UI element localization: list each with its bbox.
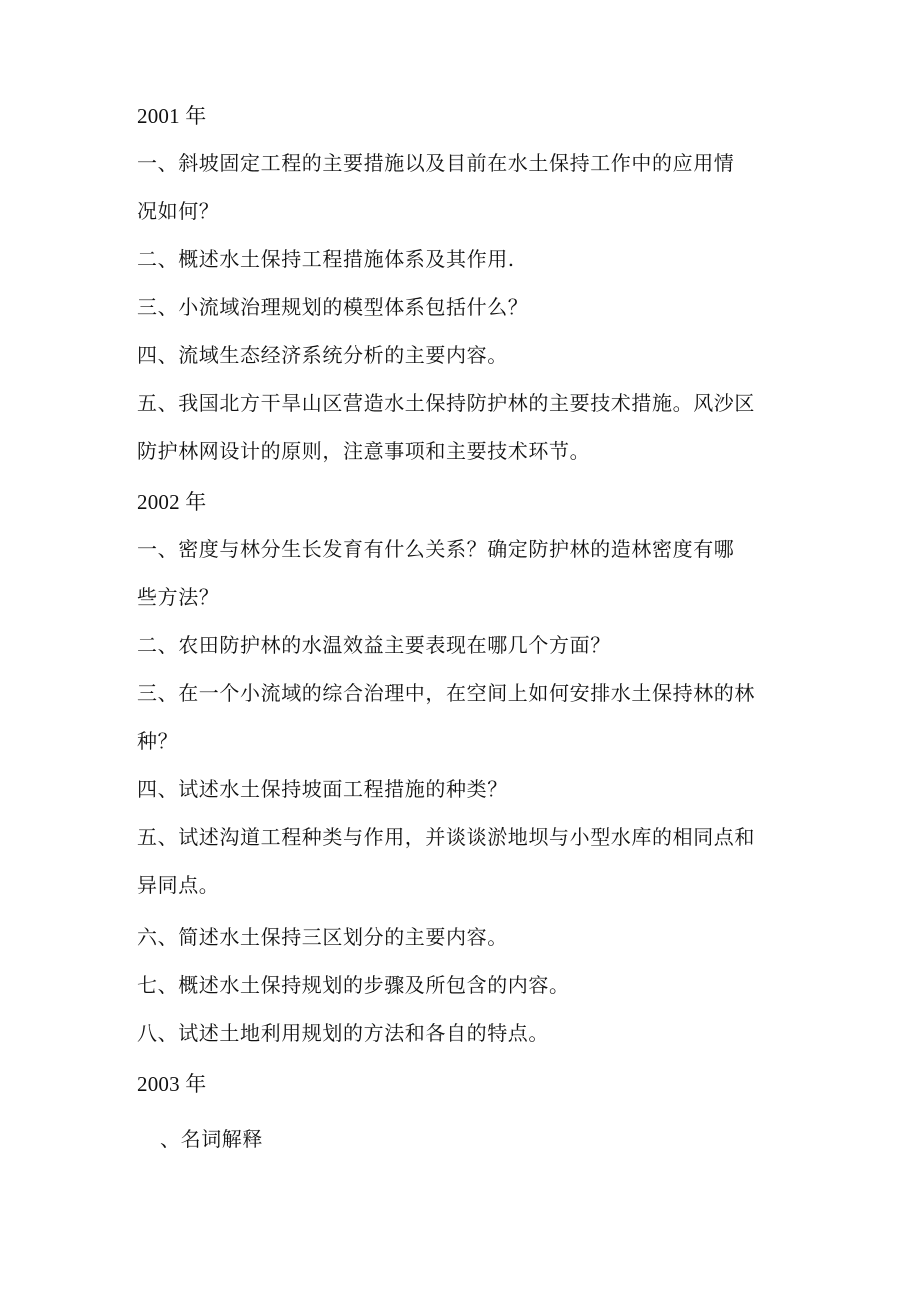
- year-heading-2002: 2002 年: [137, 490, 207, 514]
- question-2002-2: 二、农田防护林的水温效益主要表现在哪几个方面？: [137, 633, 611, 657]
- question-2003-1: 、名词解释: [160, 1127, 263, 1151]
- question-2001-3: 三、小流域治理规划的模型体系包括什么？: [137, 295, 529, 319]
- question-2002-5: 五、试述沟道工程种类与作用，并谈谈淤地坝与小型水库的相同点和: [137, 825, 755, 849]
- question-2001-1-cont: 况如何？: [137, 199, 220, 223]
- year-heading-2003: 2003 年: [137, 1072, 207, 1096]
- question-2002-1-cont: 些方法？: [137, 585, 220, 609]
- year-heading-2001: 2001 年: [137, 104, 207, 128]
- question-2002-4: 四、试述水土保持坡面工程措施的种类？: [137, 777, 508, 801]
- question-2001-5: 五、我国北方干旱山区营造水土保持防护林的主要技术措施。风沙区: [137, 391, 755, 415]
- question-2002-3: 三、在一个小流域的综合治理中，在空间上如何安排水土保持林的林: [137, 681, 755, 705]
- question-2002-6: 六、简述水土保持三区划分的主要内容。: [137, 925, 508, 949]
- question-2002-5-cont: 异同点。: [137, 873, 220, 897]
- question-2001-1: 一、斜坡固定工程的主要措施以及目前在水土保持工作中的应用情: [137, 151, 735, 175]
- question-2001-2: 二、概述水土保持工程措施体系及其作用.: [137, 247, 515, 271]
- question-2002-8: 八、试述土地利用规划的方法和各自的特点。: [137, 1021, 549, 1045]
- question-2002-7: 七、概述水土保持规划的步骤及所包含的内容。: [137, 973, 570, 997]
- question-2001-5-cont: 防护林网设计的原则，注意事项和主要技术环节。: [137, 439, 591, 463]
- question-2002-1: 一、密度与林分生长发育有什么关系？确定防护林的造林密度有哪: [137, 537, 735, 561]
- question-2001-4: 四、流域生态经济系统分析的主要内容。: [137, 343, 508, 367]
- question-2002-3-cont: 种？: [137, 729, 179, 753]
